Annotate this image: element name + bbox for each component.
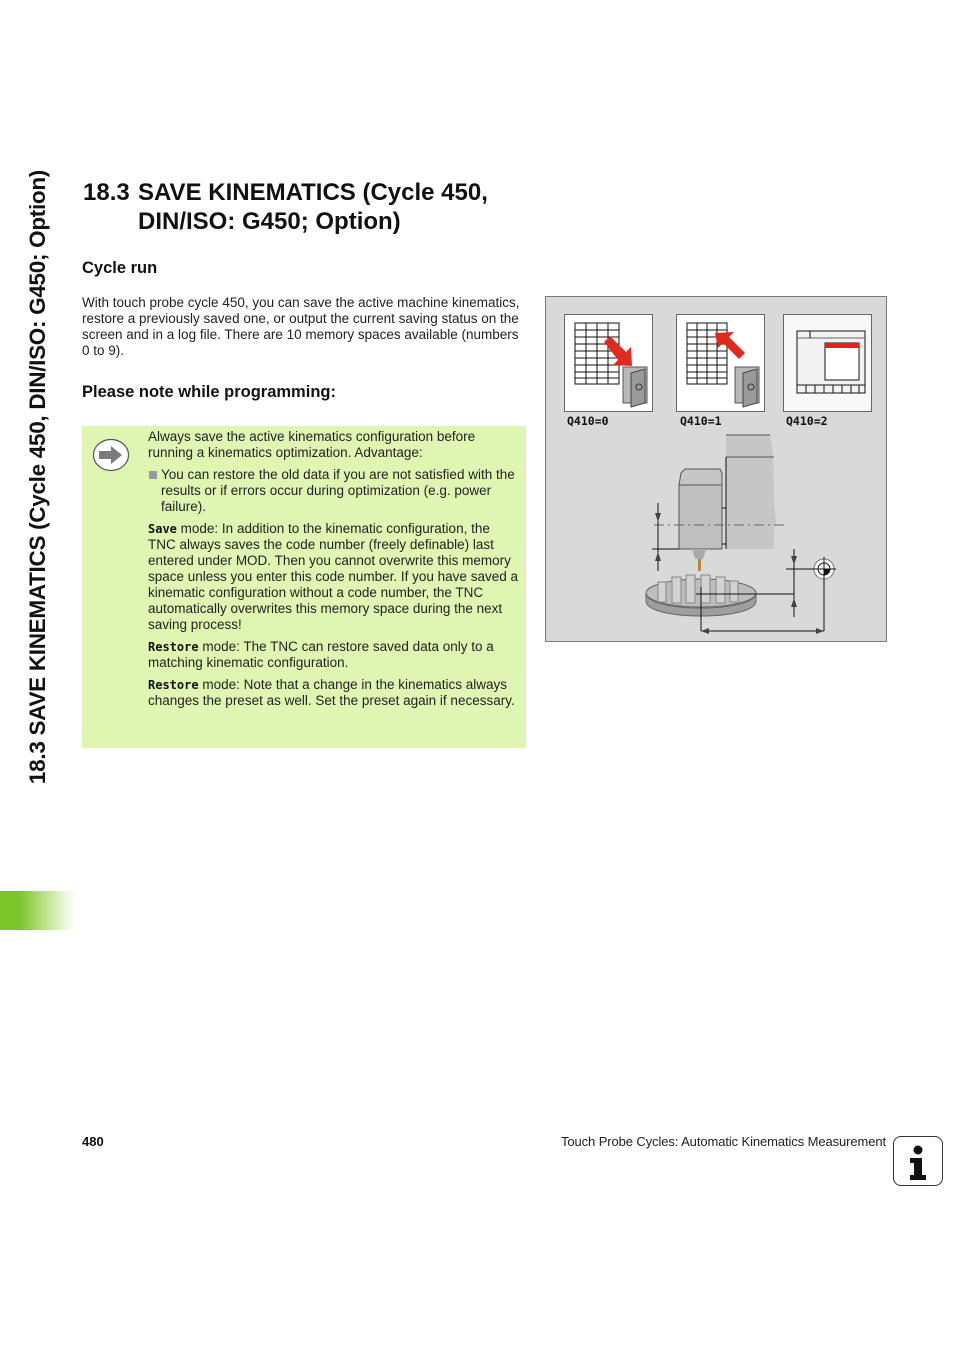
arrow-right-icon	[92, 438, 130, 472]
section-number: 18.3	[83, 179, 130, 206]
vertical-section-title: 18.3 SAVE KINEMATICS (Cycle 450, DIN/ISO: G450; Option)	[25, 170, 50, 785]
bullet-square-icon	[149, 471, 157, 479]
note-text: mode: The TNC can restore saved data only to a matching kinematic configuration.	[148, 639, 494, 670]
info-icon	[893, 1136, 943, 1186]
panel-label: Q410=2	[786, 414, 828, 428]
tip-bullet-text: You can restore the old data if you are not satisfied with the results or if errors occur during optimization (e.g. power failure).	[161, 467, 515, 514]
title-line-2: DIN/ISO: G450; Option)	[138, 208, 401, 235]
tip-box	[82, 426, 526, 748]
note-text: mode: Note that a change in the kinematics always changes the preset as well. Set the preset again if necessary.	[148, 677, 515, 708]
note-restore-mode-1	[148, 639, 518, 671]
cycle-450-figure	[545, 296, 887, 642]
page-title	[83, 178, 488, 236]
panel-label: Q410=1	[680, 414, 722, 428]
save-to-safe-icon	[564, 314, 653, 412]
note-keyword: Save	[148, 522, 177, 536]
note-save-mode	[148, 521, 518, 633]
screen-output-icon	[783, 314, 872, 412]
restore-from-safe-icon	[676, 314, 765, 412]
panel-label: Q410=0	[567, 414, 609, 428]
cycle-run-heading: Cycle run	[82, 259, 158, 277]
title-line-1: SAVE KINEMATICS (Cycle 450,	[138, 179, 488, 206]
note-keyword: Restore	[148, 640, 199, 654]
note-keyword: Restore	[148, 678, 199, 692]
tip-bullet	[148, 467, 518, 515]
chapter-title: Touch Probe Cycles: Automatic Kinematics Measurement	[561, 1134, 886, 1149]
side-tab	[0, 170, 76, 930]
chapter-color-bar	[0, 891, 78, 930]
programming-notes-heading: Please note while programming:	[82, 383, 336, 401]
cycle-run-text: With touch probe cycle 450, you can save the active machine kinematics, restore a previously saved one, or output the current saving status on the screen and in a log file. There are 10 memory spaces available (numbers 0 to 9).	[82, 295, 520, 358]
note-text: mode: In addition to the kinematic configuration, the TNC always saves the code number (freely definable) last entered under MOD. Then you cannot overwrite this memory space unless you enter this code number. If you have saved a kinematic configuration without a code number, the TNC automatically overwrites this memory space during the next saving process!	[148, 521, 518, 632]
tip-intro: Always save the active kinematics configuration before running a kinematics optimization. Advantage:	[148, 429, 476, 460]
note-restore-mode-2	[148, 677, 518, 709]
page-number: 480	[82, 1134, 104, 1149]
machine-head-calibration-sphere-diagram	[546, 431, 886, 641]
